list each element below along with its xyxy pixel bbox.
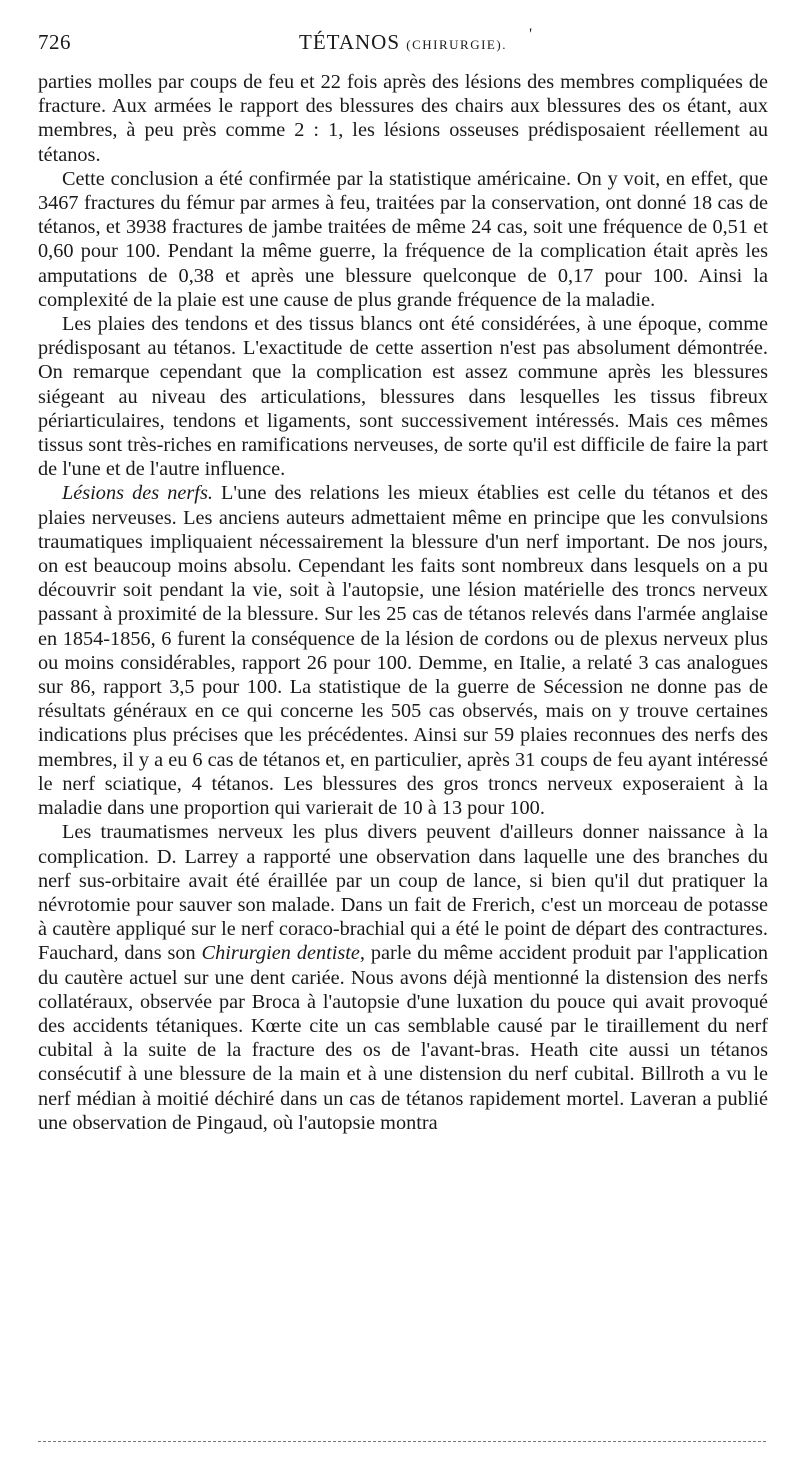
paragraph-text: Les plaies des tendons et des tissus blancs ont été considérées, à une époque, comme prédisposant au tétanos. L'exactitude de cette assertion n'est pas absolument démontrée. On remarque cependant que la complication est assez commune après les blessures siégeant au niveau des articulations, blessures dans lesquelles les tissus fibreux périarticulaires, tendons et ligaments, sont successivement intéressés. Mais ces mêmes tissus sont très-riches en ramifications nerveuses, de sorte qu'il est difficile de faire la part de l'une et de l'autre influence. bbox=[38, 313, 768, 481]
stray-mark: ' bbox=[529, 26, 532, 43]
book-page bbox=[38, 26, 769, 1135]
paragraph-continued bbox=[38, 70, 768, 167]
book-title-italic: Chirurgien dentiste bbox=[201, 942, 360, 965]
paragraph-text: Les traumatismes nerveux les plus divers peuvent d'ailleurs donner naissance à la complication. D. Larrey a rapporté une observation dans laquelle une des branches du nerf sus-orbitaire avait été éraillée par un coup de lance, si bien qu'il dut pratiquer la névrotomie pour sauver son malade. Dans un fait de Frerich, c'est un morceau de potasse à cautère appliqué sur le nerf coraco-brachial qui a été le point de départ des contractures. Fauchard, dans son bbox=[38, 821, 768, 965]
paragraph-text: L'une des relations les mieux établies est celle du tétanos et des plaies nerveuses. Les anciens auteurs admettaient même en principe que les convulsions traumatiques impliquaient nécessairement la blessure d'un nerf important. De nos jours, on est beaucoup moins absolu. Cependant les faits sont nombreux dans lesquels on a pu découvrir soit pendant la vie, soit à l'autopsie, une lésion matérielle des troncs nerveux passant à proximité de la blessure. Sur les 25 cas de tétanos relevés dans l'armée anglaise en 1854-1856, 6 furent la conséquence de la lésion de cordons ou de plexus nerveux plus ou moins considérables, rapport 26 pour 100. Demme, en Italie, a relaté 3 cas analogues sur 86, rapport 3,5 pour 100. La statistique de la guerre de Sécession ne donne pas de résultats généraux en ce qui concerne les 505 cas observés, mais on y trouve certaines indications plus précises que les précédentes. Ainsi sur 59 plaies reconnues des nerfs des membres, il y a eu 6 cas de tétanos et, en particulier, après 31 coups de feu ayant intéressé le nerf sciatique, 4 tétanos. Les blessures des gros troncs nerveux exposeraient à la maladie dans une proportion qui varierait de 10 à 13 pour 100. bbox=[38, 482, 768, 820]
paragraph bbox=[38, 312, 768, 481]
paragraph-text: Cette conclusion a été confirmée par la statistique américaine. On y voit, en effet, que 3467 fractures du fémur par armes à feu, traitées par la conservation, ont donné 18 cas de tétanos, et 3938 fractures de jambe traitées de même 24 cas, soit une fréquence de 0,51 et 0,60 pour 100. Pendant la même guerre, la fréquence de la complication était après les amputations de 0,38 et après une blessure quelconque de 0,17 pour 100. Ainsi la complexité de la plaie est une cause de plus grande fréquence de la maladie. bbox=[38, 167, 768, 311]
body-text bbox=[38, 70, 768, 1135]
paragraph-nerve-lesions bbox=[38, 481, 768, 820]
paragraph-text: , parle du même accident produit par l'application du cautère actuel sur une dent cariée. Nous avons déjà mentionné la distension des nerfs collatéraux, observée par Broca à l'autopsie d'une luxation du pouce qui avait provoqué des accidents tétaniques. Kœrte cite un cas semblable causé par le tiraillement du nerf cubital à la suite de la fracture des os de l'avant-bras. Heath cite aussi un tétanos consécutif à une blessure de la main et à une distension du nerf cubital. Billroth a vu le nerf médian à moitié déchiré dans un cas de tétanos rapidement mortel. Laveran a publié une observation de Pingaud, où l'autopsie montra bbox=[38, 942, 769, 1134]
section-lead-heading: Lésions des nerfs. bbox=[62, 482, 213, 505]
paragraph-text: parties molles par coups de feu et 22 fois après des lésions des membres compliquées de fracture. Aux armées le rapport des blessures des chairs aux blessures des os étant, aux membres, à peu près comme 2 : 1, les lésions osseuses prédisposaient réellement au tétanos. bbox=[38, 71, 768, 166]
running-title bbox=[38, 30, 768, 55]
running-title-main: TÉTANOS bbox=[299, 30, 401, 54]
paragraph bbox=[38, 167, 768, 312]
paragraph bbox=[38, 820, 768, 1135]
running-title-section: (CHIRURGIE). bbox=[406, 37, 507, 52]
running-header bbox=[38, 26, 768, 62]
page-number: 726 bbox=[38, 30, 71, 54]
footer-rule bbox=[38, 1441, 766, 1442]
